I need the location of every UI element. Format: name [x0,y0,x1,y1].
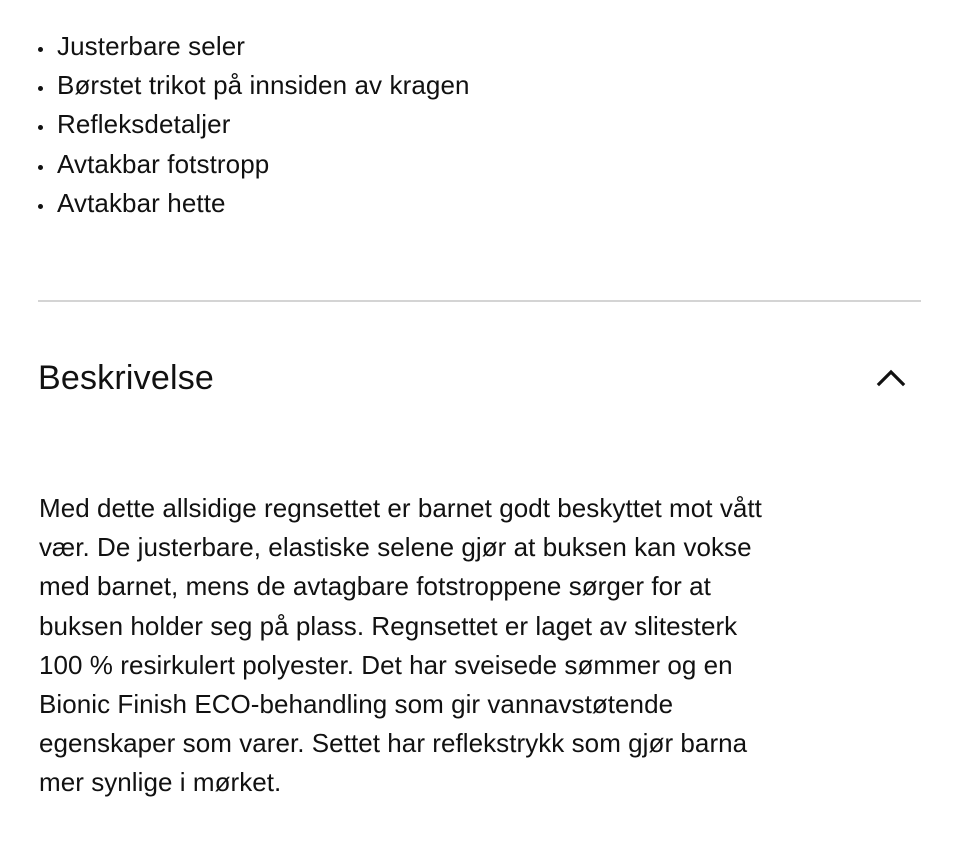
feature-list [0,27,470,223]
section-divider [38,300,921,302]
feature-label: Avtakbar hette [57,187,226,218]
description-line: 100 % resirkulert polyester. Det har sveisede sømmer og en [39,649,733,680]
bullet-icon [37,145,43,184]
feature-item [0,27,470,66]
feature-label: Avtakbar fotstropp [57,148,270,179]
feature-label: Justerbare seler [57,31,246,61]
description-accordion-toggle[interactable] [38,350,921,406]
bullet-icon [37,105,43,144]
description-line: Bionic Finish ECO-behandling som gir vannavstøtende [39,689,674,720]
chevron-up-icon[interactable] [875,362,907,394]
feature-label: Børstet trikot på innsiden av kragen [57,70,470,101]
description-text [39,489,929,803]
feature-item [0,145,470,184]
feature-item [0,66,470,105]
description-line: buksen holder seg på plass. Regnsettet er laget av slitesterk [39,610,738,641]
description-line: Med dette allsidige regnsettet er barnet godt beskyttet mot vått [39,493,762,523]
description-line: med barnet, mens de avtagbare fotstroppene sørger for at [39,571,711,602]
description-line: vær. De justerbare, elastiske selene gjør at buksen kan vokse [39,532,752,563]
accordion-title: Beskrivelse [38,358,215,397]
description-line: mer synlige i mørket. [39,767,282,798]
bullet-icon [37,184,43,223]
description-line: egenskaper som varer. Settet har reflekstrykk som gjør barna [39,728,748,759]
feature-item [0,105,470,144]
feature-label: Refleksdetaljer [57,109,231,140]
feature-item [0,184,470,223]
bullet-icon [37,66,43,105]
bullet-icon [37,27,43,66]
